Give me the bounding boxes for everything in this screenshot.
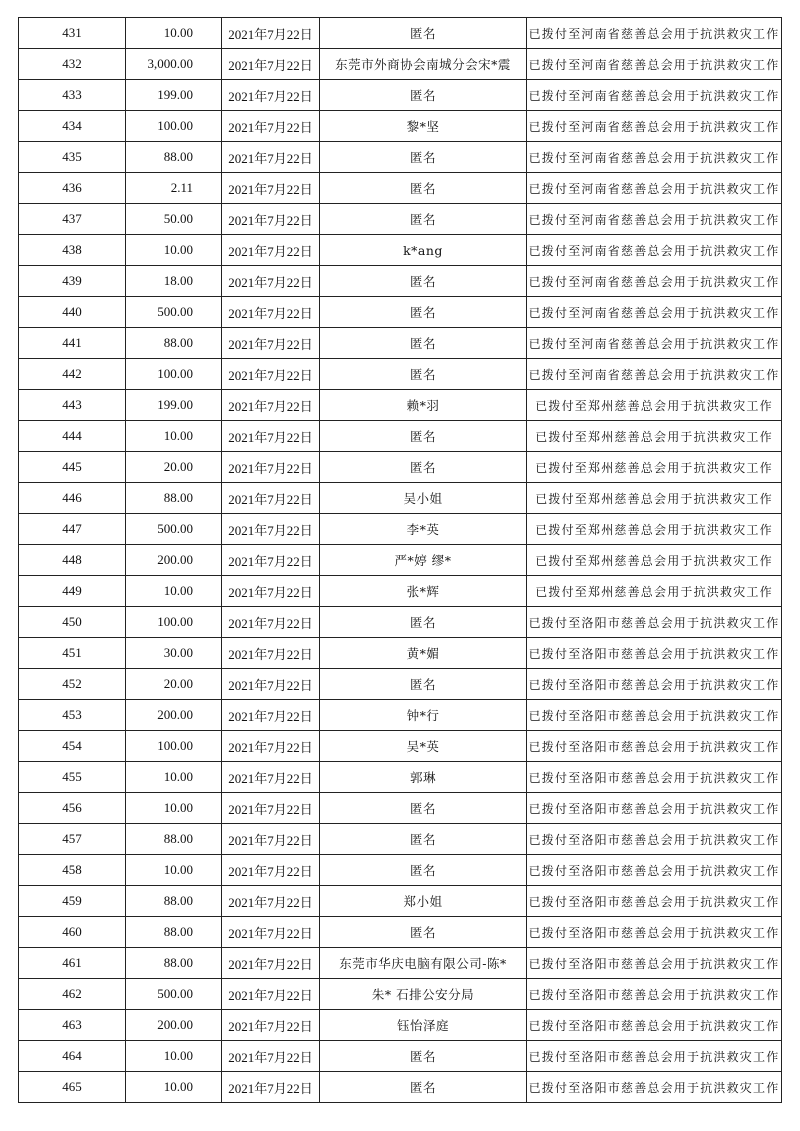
date-cell: 2021年7月22日 (222, 173, 320, 204)
date-cell: 2021年7月22日 (222, 483, 320, 514)
donor-name-cell: 匿名 (320, 917, 527, 948)
amount-cell: 100.00 (126, 607, 222, 638)
table-row (19, 886, 782, 917)
date-cell: 2021年7月22日 (222, 235, 320, 266)
amount-cell: 10.00 (126, 235, 222, 266)
table-row (19, 638, 782, 669)
row-number-cell: 455 (19, 762, 126, 793)
donor-name-cell: 匿名 (320, 328, 527, 359)
amount-cell: 100.00 (126, 111, 222, 142)
allocation-note-cell: 已拨付至河南省慈善总会用于抗洪救灾工作 (527, 49, 782, 80)
donor-name-cell: 匿名 (320, 607, 527, 638)
table-row (19, 297, 782, 328)
donor-name-cell: 东莞市外商协会南城分会宋*震 (320, 49, 527, 80)
amount-cell: 88.00 (126, 948, 222, 979)
donor-name-cell: 张*辉 (320, 576, 527, 607)
amount-cell: 10.00 (126, 855, 222, 886)
date-cell: 2021年7月22日 (222, 80, 320, 111)
row-number-cell: 442 (19, 359, 126, 390)
donor-name-cell: 匿名 (320, 359, 527, 390)
row-number-cell: 465 (19, 1072, 126, 1103)
amount-cell: 20.00 (126, 452, 222, 483)
table-row (19, 142, 782, 173)
donor-name-cell: 匿名 (320, 266, 527, 297)
donor-name-cell: 吴*英 (320, 731, 527, 762)
donor-name-cell: 东莞市华庆电脑有限公司-陈* (320, 948, 527, 979)
row-number-cell: 462 (19, 979, 126, 1010)
allocation-note-cell: 已拨付至洛阳市慈善总会用于抗洪救灾工作 (527, 607, 782, 638)
table-row (19, 18, 782, 49)
row-number-cell: 457 (19, 824, 126, 855)
date-cell: 2021年7月22日 (222, 669, 320, 700)
date-cell: 2021年7月22日 (222, 204, 320, 235)
allocation-note-cell: 已拨付至河南省慈善总会用于抗洪救灾工作 (527, 297, 782, 328)
row-number-cell: 464 (19, 1041, 126, 1072)
allocation-note-cell: 已拨付至洛阳市慈善总会用于抗洪救灾工作 (527, 793, 782, 824)
amount-cell: 10.00 (126, 793, 222, 824)
date-cell: 2021年7月22日 (222, 638, 320, 669)
row-number-cell: 459 (19, 886, 126, 917)
row-number-cell: 453 (19, 700, 126, 731)
table-row (19, 793, 782, 824)
amount-cell: 88.00 (126, 886, 222, 917)
donor-name-cell: 钟*行 (320, 700, 527, 731)
table-row (19, 359, 782, 390)
donor-name-cell: 匿名 (320, 142, 527, 173)
amount-cell: 100.00 (126, 359, 222, 390)
table-row (19, 731, 782, 762)
amount-cell: 50.00 (126, 204, 222, 235)
date-cell: 2021年7月22日 (222, 917, 320, 948)
table-row (19, 390, 782, 421)
date-cell: 2021年7月22日 (222, 824, 320, 855)
donor-name-cell: 匿名 (320, 669, 527, 700)
allocation-note-cell: 已拨付至洛阳市慈善总会用于抗洪救灾工作 (527, 762, 782, 793)
row-number-cell: 451 (19, 638, 126, 669)
allocation-note-cell: 已拨付至郑州慈善总会用于抗洪救灾工作 (527, 514, 782, 545)
date-cell: 2021年7月22日 (222, 1072, 320, 1103)
donor-name-cell: 黎*坚 (320, 111, 527, 142)
amount-cell: 500.00 (126, 979, 222, 1010)
date-cell: 2021年7月22日 (222, 421, 320, 452)
allocation-note-cell: 已拨付至河南省慈善总会用于抗洪救灾工作 (527, 18, 782, 49)
donor-name-cell: k*ang (320, 235, 527, 266)
amount-cell: 500.00 (126, 514, 222, 545)
date-cell: 2021年7月22日 (222, 266, 320, 297)
table-row (19, 328, 782, 359)
allocation-note-cell: 已拨付至河南省慈善总会用于抗洪救灾工作 (527, 266, 782, 297)
amount-cell: 500.00 (126, 297, 222, 328)
allocation-note-cell: 已拨付至郑州慈善总会用于抗洪救灾工作 (527, 452, 782, 483)
row-number-cell: 450 (19, 607, 126, 638)
donor-name-cell: 匿名 (320, 855, 527, 886)
date-cell: 2021年7月22日 (222, 328, 320, 359)
date-cell: 2021年7月22日 (222, 142, 320, 173)
date-cell: 2021年7月22日 (222, 359, 320, 390)
row-number-cell: 460 (19, 917, 126, 948)
amount-cell: 88.00 (126, 824, 222, 855)
amount-cell: 88.00 (126, 142, 222, 173)
amount-cell: 18.00 (126, 266, 222, 297)
amount-cell: 88.00 (126, 328, 222, 359)
amount-cell: 10.00 (126, 1041, 222, 1072)
date-cell: 2021年7月22日 (222, 452, 320, 483)
donor-name-cell: 李*英 (320, 514, 527, 545)
allocation-note-cell: 已拨付至郑州慈善总会用于抗洪救灾工作 (527, 390, 782, 421)
amount-cell: 2.11 (126, 173, 222, 204)
amount-cell: 10.00 (126, 18, 222, 49)
row-number-cell: 435 (19, 142, 126, 173)
row-number-cell: 454 (19, 731, 126, 762)
date-cell: 2021年7月22日 (222, 297, 320, 328)
amount-cell: 200.00 (126, 545, 222, 576)
row-number-cell: 448 (19, 545, 126, 576)
row-number-cell: 445 (19, 452, 126, 483)
allocation-note-cell: 已拨付至洛阳市慈善总会用于抗洪救灾工作 (527, 917, 782, 948)
date-cell: 2021年7月22日 (222, 514, 320, 545)
allocation-note-cell: 已拨付至洛阳市慈善总会用于抗洪救灾工作 (527, 855, 782, 886)
table-row (19, 49, 782, 80)
row-number-cell: 461 (19, 948, 126, 979)
date-cell: 2021年7月22日 (222, 886, 320, 917)
date-cell: 2021年7月22日 (222, 49, 320, 80)
table-row (19, 1041, 782, 1072)
date-cell: 2021年7月22日 (222, 576, 320, 607)
date-cell: 2021年7月22日 (222, 762, 320, 793)
date-cell: 2021年7月22日 (222, 1010, 320, 1041)
row-number-cell: 456 (19, 793, 126, 824)
allocation-note-cell: 已拨付至洛阳市慈善总会用于抗洪救灾工作 (527, 638, 782, 669)
table-row (19, 514, 782, 545)
donor-name-cell: 郭琳 (320, 762, 527, 793)
allocation-note-cell: 已拨付至洛阳市慈善总会用于抗洪救灾工作 (527, 948, 782, 979)
row-number-cell: 434 (19, 111, 126, 142)
row-number-cell: 446 (19, 483, 126, 514)
allocation-note-cell: 已拨付至洛阳市慈善总会用于抗洪救灾工作 (527, 731, 782, 762)
row-number-cell: 431 (19, 18, 126, 49)
row-number-cell: 433 (19, 80, 126, 111)
row-number-cell: 440 (19, 297, 126, 328)
allocation-note-cell: 已拨付至洛阳市慈善总会用于抗洪救灾工作 (527, 824, 782, 855)
amount-cell: 100.00 (126, 731, 222, 762)
table-row (19, 669, 782, 700)
table-row (19, 483, 782, 514)
allocation-note-cell: 已拨付至河南省慈善总会用于抗洪救灾工作 (527, 111, 782, 142)
table-row (19, 80, 782, 111)
allocation-note-cell: 已拨付至河南省慈善总会用于抗洪救灾工作 (527, 142, 782, 173)
row-number-cell: 447 (19, 514, 126, 545)
date-cell: 2021年7月22日 (222, 390, 320, 421)
amount-cell: 199.00 (126, 80, 222, 111)
donor-name-cell: 匿名 (320, 452, 527, 483)
amount-cell: 20.00 (126, 669, 222, 700)
date-cell: 2021年7月22日 (222, 855, 320, 886)
date-cell: 2021年7月22日 (222, 700, 320, 731)
donor-name-cell: 匿名 (320, 173, 527, 204)
table-row (19, 545, 782, 576)
allocation-note-cell: 已拨付至郑州慈善总会用于抗洪救灾工作 (527, 545, 782, 576)
table-row (19, 204, 782, 235)
donor-name-cell: 匿名 (320, 204, 527, 235)
table-row (19, 576, 782, 607)
row-number-cell: 444 (19, 421, 126, 452)
donor-name-cell: 赖*羽 (320, 390, 527, 421)
donor-name-cell: 严*婷 缪* (320, 545, 527, 576)
amount-cell: 10.00 (126, 1072, 222, 1103)
row-number-cell: 443 (19, 390, 126, 421)
allocation-note-cell: 已拨付至郑州慈善总会用于抗洪救灾工作 (527, 576, 782, 607)
donor-name-cell: 匿名 (320, 80, 527, 111)
donor-name-cell: 朱* 石排公安分局 (320, 979, 527, 1010)
donation-table (18, 17, 782, 1103)
table-row (19, 824, 782, 855)
table-row (19, 235, 782, 266)
table-row (19, 979, 782, 1010)
amount-cell: 88.00 (126, 483, 222, 514)
allocation-note-cell: 已拨付至洛阳市慈善总会用于抗洪救灾工作 (527, 669, 782, 700)
table-row (19, 917, 782, 948)
allocation-note-cell: 已拨付至河南省慈善总会用于抗洪救灾工作 (527, 204, 782, 235)
amount-cell: 200.00 (126, 1010, 222, 1041)
donor-name-cell: 匿名 (320, 297, 527, 328)
row-number-cell: 436 (19, 173, 126, 204)
table-row (19, 762, 782, 793)
table-row (19, 1072, 782, 1103)
allocation-note-cell: 已拨付至河南省慈善总会用于抗洪救灾工作 (527, 80, 782, 111)
allocation-note-cell: 已拨付至河南省慈善总会用于抗洪救灾工作 (527, 235, 782, 266)
date-cell: 2021年7月22日 (222, 948, 320, 979)
row-number-cell: 449 (19, 576, 126, 607)
allocation-note-cell: 已拨付至洛阳市慈善总会用于抗洪救灾工作 (527, 1041, 782, 1072)
allocation-note-cell: 已拨付至河南省慈善总会用于抗洪救灾工作 (527, 359, 782, 390)
table-row (19, 452, 782, 483)
donor-name-cell: 钰怡泽庭 (320, 1010, 527, 1041)
row-number-cell: 439 (19, 266, 126, 297)
amount-cell: 200.00 (126, 700, 222, 731)
table-row (19, 700, 782, 731)
donor-name-cell: 匿名 (320, 1072, 527, 1103)
date-cell: 2021年7月22日 (222, 731, 320, 762)
allocation-note-cell: 已拨付至洛阳市慈善总会用于抗洪救灾工作 (527, 1072, 782, 1103)
row-number-cell: 438 (19, 235, 126, 266)
date-cell: 2021年7月22日 (222, 111, 320, 142)
donor-name-cell: 匿名 (320, 18, 527, 49)
table-row (19, 607, 782, 638)
table-row (19, 855, 782, 886)
table-row (19, 266, 782, 297)
donor-name-cell: 黄*媚 (320, 638, 527, 669)
table-row (19, 111, 782, 142)
amount-cell: 199.00 (126, 390, 222, 421)
date-cell: 2021年7月22日 (222, 545, 320, 576)
allocation-note-cell: 已拨付至郑州慈善总会用于抗洪救灾工作 (527, 483, 782, 514)
donation-table-body (19, 18, 782, 1103)
row-number-cell: 432 (19, 49, 126, 80)
amount-cell: 10.00 (126, 762, 222, 793)
amount-cell: 10.00 (126, 421, 222, 452)
row-number-cell: 458 (19, 855, 126, 886)
date-cell: 2021年7月22日 (222, 793, 320, 824)
donor-name-cell: 匿名 (320, 421, 527, 452)
table-row (19, 173, 782, 204)
date-cell: 2021年7月22日 (222, 1041, 320, 1072)
allocation-note-cell: 已拨付至洛阳市慈善总会用于抗洪救灾工作 (527, 886, 782, 917)
donor-name-cell: 匿名 (320, 824, 527, 855)
row-number-cell: 437 (19, 204, 126, 235)
allocation-note-cell: 已拨付至郑州慈善总会用于抗洪救灾工作 (527, 421, 782, 452)
row-number-cell: 441 (19, 328, 126, 359)
donor-name-cell: 匿名 (320, 1041, 527, 1072)
table-row (19, 1010, 782, 1041)
table-row (19, 948, 782, 979)
allocation-note-cell: 已拨付至洛阳市慈善总会用于抗洪救灾工作 (527, 700, 782, 731)
allocation-note-cell: 已拨付至河南省慈善总会用于抗洪救灾工作 (527, 173, 782, 204)
amount-cell: 10.00 (126, 576, 222, 607)
date-cell: 2021年7月22日 (222, 979, 320, 1010)
date-cell: 2021年7月22日 (222, 607, 320, 638)
amount-cell: 30.00 (126, 638, 222, 669)
allocation-note-cell: 已拨付至洛阳市慈善总会用于抗洪救灾工作 (527, 1010, 782, 1041)
allocation-note-cell: 已拨付至洛阳市慈善总会用于抗洪救灾工作 (527, 979, 782, 1010)
donor-name-cell: 郑小姐 (320, 886, 527, 917)
row-number-cell: 463 (19, 1010, 126, 1041)
amount-cell: 3,000.00 (126, 49, 222, 80)
table-row (19, 421, 782, 452)
amount-cell: 88.00 (126, 917, 222, 948)
allocation-note-cell: 已拨付至河南省慈善总会用于抗洪救灾工作 (527, 328, 782, 359)
donor-name-cell: 吴小姐 (320, 483, 527, 514)
donor-name-cell: 匿名 (320, 793, 527, 824)
row-number-cell: 452 (19, 669, 126, 700)
date-cell: 2021年7月22日 (222, 18, 320, 49)
